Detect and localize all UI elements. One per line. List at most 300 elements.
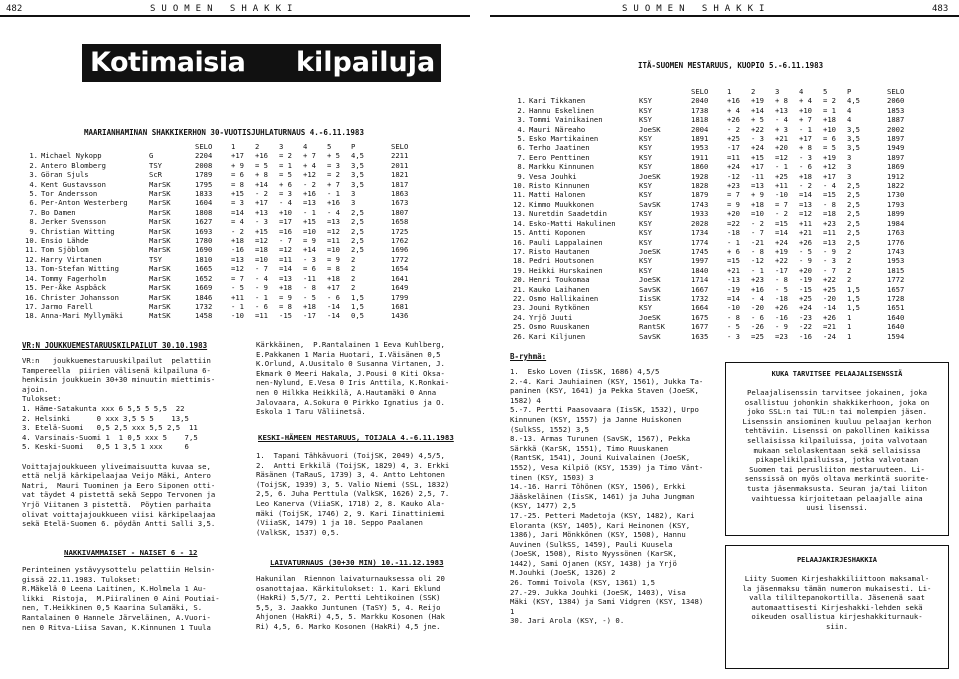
column-header: 5 <box>327 142 332 151</box>
table-cell: +18 <box>823 115 836 125</box>
license-info-box <box>725 362 949 536</box>
table-cell: Terho Jaatinen <box>529 143 590 153</box>
table-cell: + 9 <box>751 190 764 200</box>
table-cell: 1652 <box>195 273 213 283</box>
table-cell: =22 <box>727 218 740 228</box>
column-header: 4 <box>303 142 308 151</box>
table-cell: -18 <box>775 293 788 303</box>
table-cell: =13 <box>303 198 316 208</box>
table-cell: 1745 <box>691 246 709 256</box>
table-cell: Jouni Rytkönen <box>529 303 590 313</box>
vr-title: VR:N JOUKKUEMESTARUUSKILPAILUT 30.10.1983 <box>22 341 208 350</box>
table-cell: IisSK <box>639 293 661 303</box>
table-cell: JoeSK <box>639 171 661 181</box>
table-cell: +21 <box>775 134 788 144</box>
table-cell: 1953 <box>887 256 905 266</box>
table-row <box>22 274 419 283</box>
table-cell: G <box>149 151 154 161</box>
table-cell: - 1 <box>231 301 244 311</box>
table-cell: = 3 <box>279 189 292 199</box>
table-cell: +14 <box>255 179 268 189</box>
table-cell: - 6 <box>799 162 812 172</box>
table-row <box>510 266 915 275</box>
table-cell: + 3 <box>775 124 788 134</box>
table-cell: +16 <box>255 151 268 161</box>
table-cell: 20. <box>513 275 526 285</box>
table-cell: 26. <box>513 331 526 341</box>
table-cell: 1627 <box>195 217 213 227</box>
table-cell: =10 <box>303 226 316 236</box>
table-cell: Osmo Hallikainen <box>529 293 599 303</box>
table-cell: MarSK <box>149 217 171 227</box>
table-cell: + 7 <box>799 115 812 125</box>
table-cell: Risto Hautanen <box>529 246 590 256</box>
table-cell: 25. <box>513 322 526 332</box>
table-row <box>22 236 419 245</box>
women-match-continued: Kärkkäinen, P.Rantalainen 1 Eeva Kuhlberg, E.Pakkanen 1 Maria Huotari, I.Väisänen 0,5 K.Orlund, A.Uusitalo 0 Susanna Virtanen, J. Ekmark 0 Meeri Hakala, J.Pousi 0 Kiti Oksa- nen-Nylund, E.Vesa 0 Iris Anttila, K.Ronkai- nen 0 Hilkka Heikkilä, A.Hautamäki 0 Anna Jalovaara, A.Sokura 0 Pirkko Ignatius ja O. Eskola 1 Taru Väliinetsä. <box>256 340 450 417</box>
table-cell: 18. <box>25 311 38 321</box>
table-cell: 1772 <box>391 254 409 264</box>
table-cell: 10. <box>25 236 38 246</box>
table-cell: -10 <box>727 303 740 313</box>
table-cell: -22 <box>799 322 812 332</box>
table-cell: Yrjö Juuti <box>529 312 573 322</box>
table-cell: 1863 <box>391 189 409 199</box>
table-cell: Göran Sjuls <box>41 170 89 180</box>
table-cell: 1651 <box>887 303 905 313</box>
table-cell: =11 <box>255 311 268 321</box>
table-header-row <box>22 142 419 151</box>
column-header: 1 <box>727 87 732 96</box>
table-cell: + 6 <box>279 179 292 189</box>
table-cell: 1734 <box>691 228 709 238</box>
table-cell: 1665 <box>195 264 213 274</box>
table-cell: + 4 <box>727 105 740 115</box>
column-header: SELO <box>391 142 409 151</box>
table-cell: 1657 <box>887 284 905 294</box>
table-cell: = 8 <box>279 301 292 311</box>
table-row <box>510 162 915 171</box>
table-cell: = 3 <box>231 198 244 208</box>
table-cell: - 2 <box>255 189 268 199</box>
table-cell: + 6 <box>727 246 740 256</box>
table-cell: -19 <box>727 284 740 294</box>
table-cell: - 4 <box>775 115 788 125</box>
table-cell: 1. <box>29 151 38 161</box>
table-cell: +17 <box>327 283 340 293</box>
table-cell: = 9 <box>727 199 740 209</box>
table-cell: 9. <box>29 226 38 236</box>
table-cell: =21 <box>823 322 836 332</box>
table-cell: 19. <box>513 265 526 275</box>
table-row <box>510 313 915 322</box>
table-cell: 0,5 <box>351 311 364 321</box>
table-cell: 10. <box>513 181 526 191</box>
header-spacer <box>529 87 639 96</box>
table-row <box>22 283 419 292</box>
table-cell: = 7 <box>231 273 244 283</box>
table-cell: 6. <box>29 198 38 208</box>
championship-crosstable <box>22 142 419 321</box>
table-cell: 1690 <box>195 245 213 255</box>
table-cell: KSY <box>639 115 652 125</box>
table-cell: 2,5 <box>847 181 860 191</box>
magazine-header-left: SUOMEN SHAKKI <box>150 4 299 14</box>
table-row <box>510 275 915 284</box>
table-cell: + 8 <box>775 96 788 106</box>
table-cell: = 2 <box>327 170 340 180</box>
table-cell: Jarmo Farell <box>41 301 93 311</box>
table-cell: MarSK <box>149 301 171 311</box>
table-cell: = 8 <box>231 179 244 189</box>
table-cell: 1669 <box>195 283 213 293</box>
correspondence-chess-box <box>725 545 949 669</box>
table-cell: 2 <box>847 275 852 285</box>
table-row <box>22 170 419 179</box>
table-cell: = 5 <box>255 160 268 170</box>
table-cell: 1808 <box>195 207 213 217</box>
table-cell: +20 <box>727 209 740 219</box>
table-cell: -19 <box>799 275 812 285</box>
table-cell: -20 <box>751 303 764 313</box>
table-cell: 4. <box>517 124 526 134</box>
table-cell: 1 <box>847 312 852 322</box>
license-box-title: KUKA TARVITSEE PELAAJALISENSSIÄ <box>771 370 903 378</box>
table-cell: 1,5 <box>847 293 860 303</box>
table-cell: 1,5 <box>351 292 364 302</box>
table-cell: = 4 <box>231 217 244 227</box>
table-cell: - 4 <box>751 293 764 303</box>
table-cell: 11. <box>513 190 526 200</box>
table-cell: 1649 <box>391 283 409 293</box>
table-cell: 1 <box>847 331 852 341</box>
table-cell: 23. <box>513 303 526 313</box>
table-cell: SavSK <box>639 331 661 341</box>
table-cell: KSY <box>639 190 652 200</box>
table-cell: -14 <box>327 311 340 321</box>
table-cell: +16 <box>303 189 316 199</box>
table-cell: 2011 <box>391 160 409 170</box>
table-cell: 1984 <box>887 218 905 228</box>
table-cell: MarSK <box>149 264 171 274</box>
table-cell: Risto Kinnunen <box>529 181 590 191</box>
table-cell: +18 <box>303 301 316 311</box>
table-cell: + 8 <box>799 143 812 153</box>
table-cell: - 2 <box>727 124 740 134</box>
table-cell: 2,5 <box>351 236 364 246</box>
table-cell: 1738 <box>691 105 709 115</box>
table-row <box>510 143 915 152</box>
table-cell: 1728 <box>887 293 905 303</box>
table-cell: - 9 <box>799 256 812 266</box>
table-cell: =15 <box>727 256 740 266</box>
table-cell: 3,5 <box>351 170 364 180</box>
table-cell: 4 <box>847 115 852 125</box>
column-header: 2 <box>751 87 756 96</box>
table-cell: KSY <box>639 218 652 228</box>
table-cell: =13 <box>799 199 812 209</box>
table-cell: 1869 <box>887 162 905 172</box>
table-cell: 2 <box>351 254 356 264</box>
table-row <box>510 96 915 105</box>
table-row <box>510 134 915 143</box>
table-cell: +21 <box>799 228 812 238</box>
table-cell: =14 <box>231 207 244 217</box>
table-cell: 8. <box>29 217 38 227</box>
table-cell: 1594 <box>887 331 905 341</box>
table-cell: Henri Toukomaa <box>529 275 590 285</box>
table-cell: 13. <box>513 209 526 219</box>
table-cell: 2204 <box>195 151 213 161</box>
table-cell: -11 <box>303 273 316 283</box>
table-cell: 2028 <box>691 218 709 228</box>
table-cell: -26 <box>751 322 764 332</box>
table-cell: MarSK <box>149 273 171 283</box>
table-cell: 1818 <box>691 115 709 125</box>
table-cell: KSY <box>639 228 652 238</box>
table-cell: KSY <box>639 152 652 162</box>
table-cell: 1891 <box>691 134 709 144</box>
table-cell: - 1 <box>727 237 740 247</box>
table-cell: 1641 <box>391 273 409 283</box>
table-cell: 2040 <box>691 96 709 106</box>
table-cell: 1774 <box>691 237 709 247</box>
table-cell: -12 <box>751 256 764 266</box>
table-cell: 1658 <box>391 217 409 227</box>
table-cell: =11 <box>823 228 836 238</box>
table-cell: - 6 <box>255 301 268 311</box>
table-cell: - 1 <box>751 265 764 275</box>
table-cell: 1 <box>847 322 852 332</box>
header-spacer <box>510 87 529 96</box>
table-cell: - 8 <box>303 283 316 293</box>
table-cell: 3,5 <box>351 160 364 170</box>
table-cell: +16 <box>727 96 740 106</box>
correspondence-box-text: Liity Suomen Kirjeshakkiliittoon maksamal- la jäsenmaksu tämän numeron mukaisesti. Li- valla tililtepanokortilla. Jäsenenä saat automaattisesti Kirjeshakki-lehden sekä oikeuden osallistua kirjeshakkiturnauk- siin. <box>742 574 932 631</box>
table-cell: 1763 <box>887 228 905 238</box>
table-cell: 3 <box>847 152 852 162</box>
table-cell: = 5 <box>823 143 836 153</box>
table-cell: Per-Anton Westerberg <box>41 198 128 208</box>
table-cell: +23 <box>751 275 764 285</box>
table-cell: 1640 <box>887 312 905 322</box>
table-cell: 1817 <box>391 179 409 189</box>
table-cell: 1743 <box>691 199 709 209</box>
table-cell: Matti Halonen <box>529 190 586 200</box>
table-cell: +22 <box>823 275 836 285</box>
section-banner-word1: Kotimaisia <box>82 44 306 82</box>
table-cell: 2,5 <box>847 190 860 200</box>
table-cell: - 3 <box>255 217 268 227</box>
table-cell: 1,5 <box>351 301 364 311</box>
table-row <box>510 200 915 209</box>
table-cell: 7. <box>29 207 38 217</box>
table-cell: 16. <box>25 292 38 302</box>
laivaturnaus-text: Hakunilan Riennon laivaturnauksessa oli 20 osanottajaa. Kärkitulokset: 1. Kari Eklund (HakRi) 5,5/7, 2. Pertti Lehtikoinen (SSK) 5,5, 3. Jaakko Juntunen (TaSY) 5, 4. Reijo Ahjonen (HakRi) 4,5, 5. Markku Kosonen (Hak Ri) 4,5, 6. Marko Kosonen (HakRi) 4,5 jne. <box>256 574 445 631</box>
table-cell: 4,5 <box>847 96 860 106</box>
table-cell: =25 <box>751 331 764 341</box>
table-cell: 3 <box>351 198 356 208</box>
table-cell: +18 <box>231 236 244 246</box>
table-cell: TSY <box>149 254 162 264</box>
table-cell: +18 <box>799 171 812 181</box>
table-cell: +17 <box>751 162 764 172</box>
table-cell: 3,5 <box>351 179 364 189</box>
table-cell: -16 <box>799 331 812 341</box>
table-cell: = 1 <box>823 105 836 115</box>
table-cell: -12 <box>727 171 740 181</box>
table-cell: 1933 <box>691 209 709 219</box>
table-row <box>510 115 915 124</box>
table-cell: Ensio Lähde <box>41 236 89 246</box>
table-cell: 1815 <box>887 265 905 275</box>
table-cell: Kent Gustavsson <box>41 179 106 189</box>
table-cell: -16 <box>775 312 788 322</box>
table-cell: Eero Penttinen <box>529 152 590 162</box>
table-cell: 1953 <box>691 143 709 153</box>
table-cell: +17 <box>231 151 244 161</box>
table-cell: Jerker Svensson <box>41 217 106 227</box>
table-cell: Bo Damen <box>41 207 76 217</box>
table-cell: + 5 <box>327 151 340 161</box>
table-cell: MarSK <box>149 245 171 255</box>
table-cell: KSY <box>639 209 652 219</box>
table-cell: - 4 <box>255 273 268 283</box>
column-header: 3 <box>279 142 284 151</box>
table-cell: KSY <box>639 265 652 275</box>
table-cell: 1730 <box>887 190 905 200</box>
table-cell: - 1 <box>303 207 316 217</box>
table-cell: =17 <box>279 217 292 227</box>
table-cell: - 8 <box>823 199 836 209</box>
table-cell: 1675 <box>691 312 709 322</box>
table-cell: =13 <box>231 254 244 264</box>
table-cell: =18 <box>823 209 836 219</box>
table-cell: 4. <box>29 179 38 189</box>
license-box-text: Pelaajalisenssin tarvitsee jokainen, joka osallistuu johonkin shakkikerhoon, joka on joko SSL:n tai TUL:n tai molempien jäsen. Lisenssin ansiominen kuuluu pelaajan kerhon tehtäviin. Lisenssi on pakollinen kaikissa sellaisissa kilpailuissa, joita valvotaan mukaan selolaskentaan sekä sellaisissa pikapelikilpailuissa, jotka valvotaan Suomen tai perusliiton mestaruuteen. Li- senssissä on myös oltava merkintä suorite- tusta jäsenmaksusta. Seuran ja/tai liiton vaihtuessa kirjoitetaan pelaajalle aina uusi lisenssi. <box>742 388 932 513</box>
table-cell: SavSK <box>639 284 661 294</box>
column-header: 5 <box>823 87 828 96</box>
table-cell: -14 <box>823 303 836 313</box>
table-cell: 15. <box>513 228 526 238</box>
table-cell: =15 <box>823 190 836 200</box>
table-cell: - 8 <box>751 246 764 256</box>
table-cell: 1840 <box>691 265 709 275</box>
table-cell: - 3 <box>751 134 764 144</box>
table-cell: 1604 <box>195 198 213 208</box>
table-cell: 24. <box>513 312 526 322</box>
table-cell: =15 <box>775 218 788 228</box>
table-cell: - 9 <box>823 246 836 256</box>
table-cell: -20 <box>823 293 836 303</box>
table-cell: -15 <box>799 284 812 294</box>
table-cell: +24 <box>775 237 788 247</box>
table-cell: +25 <box>775 171 788 181</box>
table-cell: +24 <box>799 303 812 313</box>
table-cell: 1693 <box>195 226 213 236</box>
table-cell: - 7 <box>279 236 292 246</box>
table-cell: - 6 <box>327 292 340 302</box>
table-cell: Anna-Mari Myllymäki <box>41 311 124 321</box>
column-header: 3 <box>775 87 780 96</box>
table-cell: =13 <box>823 237 836 247</box>
table-cell: Esko Martikainen <box>529 134 599 144</box>
table-cell: 3. <box>29 170 38 180</box>
section-banner-word2: kilpailuja <box>290 44 441 82</box>
table-row <box>510 190 915 199</box>
table-cell: =14 <box>799 190 812 200</box>
table-cell: TSY <box>149 160 162 170</box>
table-cell: +18 <box>751 199 764 209</box>
table-cell: +14 <box>751 105 764 115</box>
table-cell: - 5 <box>303 292 316 302</box>
table-cell: 2060 <box>887 96 905 106</box>
table-cell: KSY <box>639 303 652 313</box>
table-row <box>510 106 915 115</box>
table-cell: MarSK <box>149 236 171 246</box>
table-row <box>22 217 419 226</box>
table-cell: +15 <box>255 226 268 236</box>
table-cell: +13 <box>255 207 268 217</box>
championship-title: MAARIANHAMINAN SHAKKIKERHON 30-VUOTISJUHLATURNAUS 4.-6.11.1983 <box>84 128 364 137</box>
table-row <box>22 198 419 207</box>
table-cell: = 5 <box>279 170 292 180</box>
header-rule-right <box>490 15 959 17</box>
table-cell: 1846 <box>195 292 213 302</box>
table-cell: KSY <box>639 237 652 247</box>
table-cell: KSY <box>639 105 652 115</box>
table-cell: +15 <box>303 217 316 227</box>
correspondence-box-title: PELAAJAKIRJESHAKKIA <box>796 556 878 564</box>
column-header: SELO <box>691 87 709 96</box>
table-row <box>510 209 915 218</box>
table-row <box>22 180 419 189</box>
ita-suomi-crosstable <box>510 87 915 341</box>
table-cell: = 7 <box>775 199 788 209</box>
table-cell: +11 <box>775 181 788 191</box>
table-cell: Mauri Näreaho <box>529 124 586 134</box>
table-cell: Tor Andersson <box>41 189 98 199</box>
table-cell: +20 <box>799 265 812 275</box>
table-cell: -11 <box>751 171 764 181</box>
table-cell: 2008 <box>195 160 213 170</box>
table-cell: =11 <box>727 152 740 162</box>
table-cell: 1732 <box>691 293 709 303</box>
table-cell: Pedri Houtsonen <box>529 256 594 266</box>
table-cell: 1436 <box>391 311 409 321</box>
table-cell: 1,5 <box>847 303 860 313</box>
table-cell: 4,5 <box>351 151 364 161</box>
table-cell: 16. <box>513 237 526 247</box>
table-cell: =14 <box>727 293 740 303</box>
table-row <box>510 285 915 294</box>
table-cell: = 9 <box>303 236 316 246</box>
table-cell: 3 <box>847 162 852 172</box>
table-cell: =23 <box>775 331 788 341</box>
table-cell: -23 <box>799 312 812 322</box>
table-cell: Harry Virtanen <box>41 254 102 264</box>
table-cell: KSY <box>639 96 652 106</box>
table-cell: 12. <box>513 199 526 209</box>
table-cell: +12 <box>303 170 316 180</box>
table-cell: 2,5 <box>847 218 860 228</box>
table-cell: Pauli Lappalainen <box>529 237 603 247</box>
table-cell: 1640 <box>887 322 905 332</box>
table-cell: +17 <box>255 198 268 208</box>
table-cell: - 8 <box>727 312 740 322</box>
table-cell: - 1 <box>255 292 268 302</box>
table-cell: = 3 <box>327 160 340 170</box>
